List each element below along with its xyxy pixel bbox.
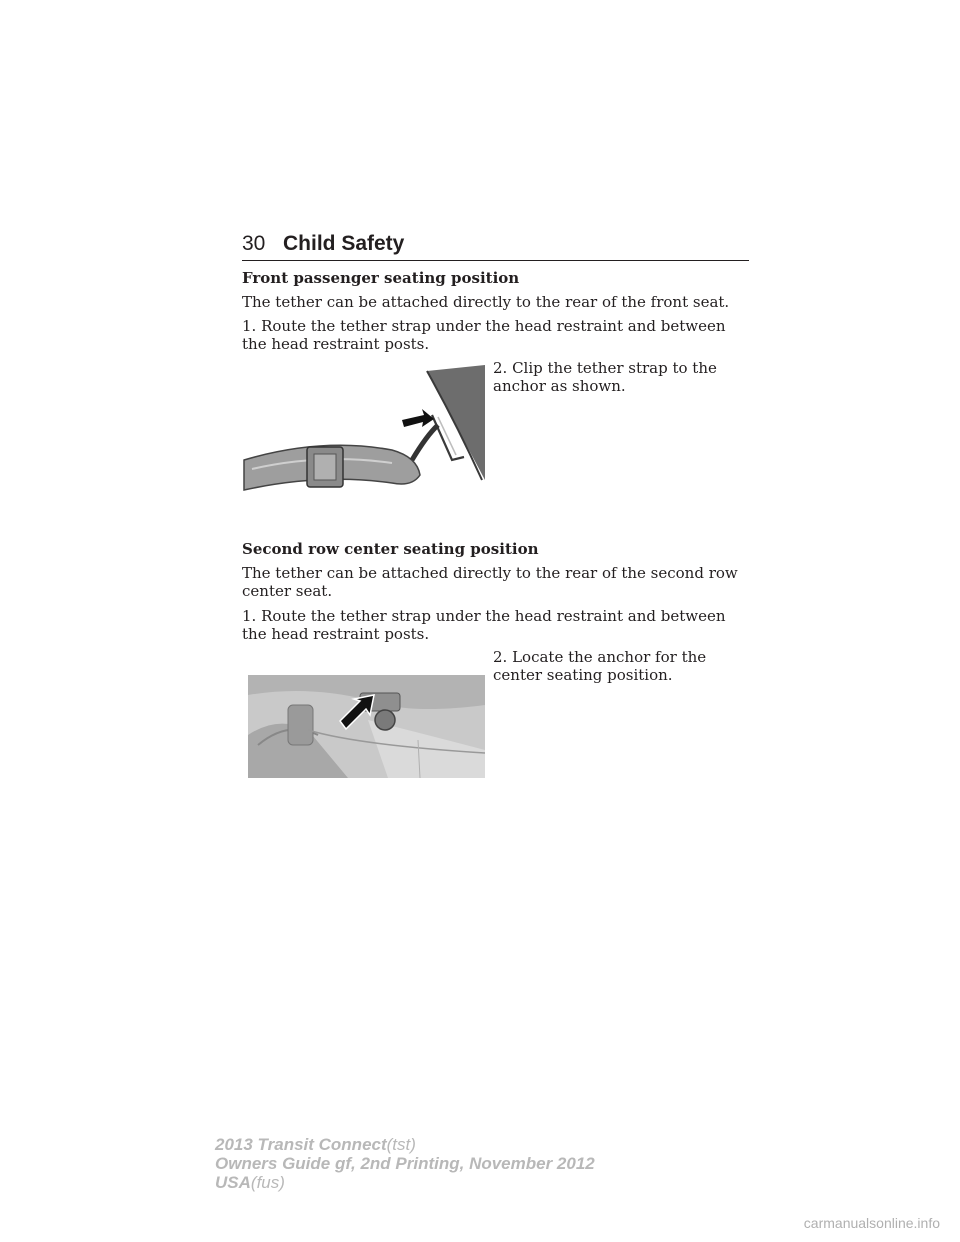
second-row-intro: The tether can be attached directly to the rear of the second row center seat.: [242, 564, 738, 600]
footer-market-code: (fus): [250, 1173, 285, 1192]
front-heading: Front passenger seating position: [242, 269, 520, 287]
direction-arrow-icon: [402, 409, 434, 427]
chapter-title: Child Safety: [283, 232, 405, 255]
page-header: [242, 230, 749, 261]
footer-guide: Owners Guide gf, 2nd Printing, November 2012: [215, 1154, 595, 1173]
second-row-step-2: 2. Locate the anchor for the center seating position.: [493, 648, 707, 684]
footer-model: 2013 Transit Connect: [215, 1135, 387, 1154]
second-row-step-1: 1. Route the tether strap under the head restraint and between the head restraint posts.: [242, 607, 726, 643]
page-number: 30: [242, 232, 266, 255]
second-row-heading: Second row center seating position: [242, 540, 539, 558]
front-step-1: 1. Route the tether strap under the head restraint and between the head restraint posts.: [242, 317, 726, 353]
front-step-2: 2. Clip the tether strap to the anchor as shown.: [493, 359, 717, 395]
tether-clip-illustration: [242, 365, 485, 495]
footer-model-code: (tst): [386, 1135, 416, 1154]
center-anchor-illustration: [248, 675, 485, 778]
document-footer: [215, 1135, 595, 1192]
watermark: carmanualsonline.info: [803, 1215, 940, 1231]
footer-market: USA: [215, 1173, 251, 1192]
front-intro: The tether can be attached directly to the rear of the front seat.: [242, 293, 730, 311]
